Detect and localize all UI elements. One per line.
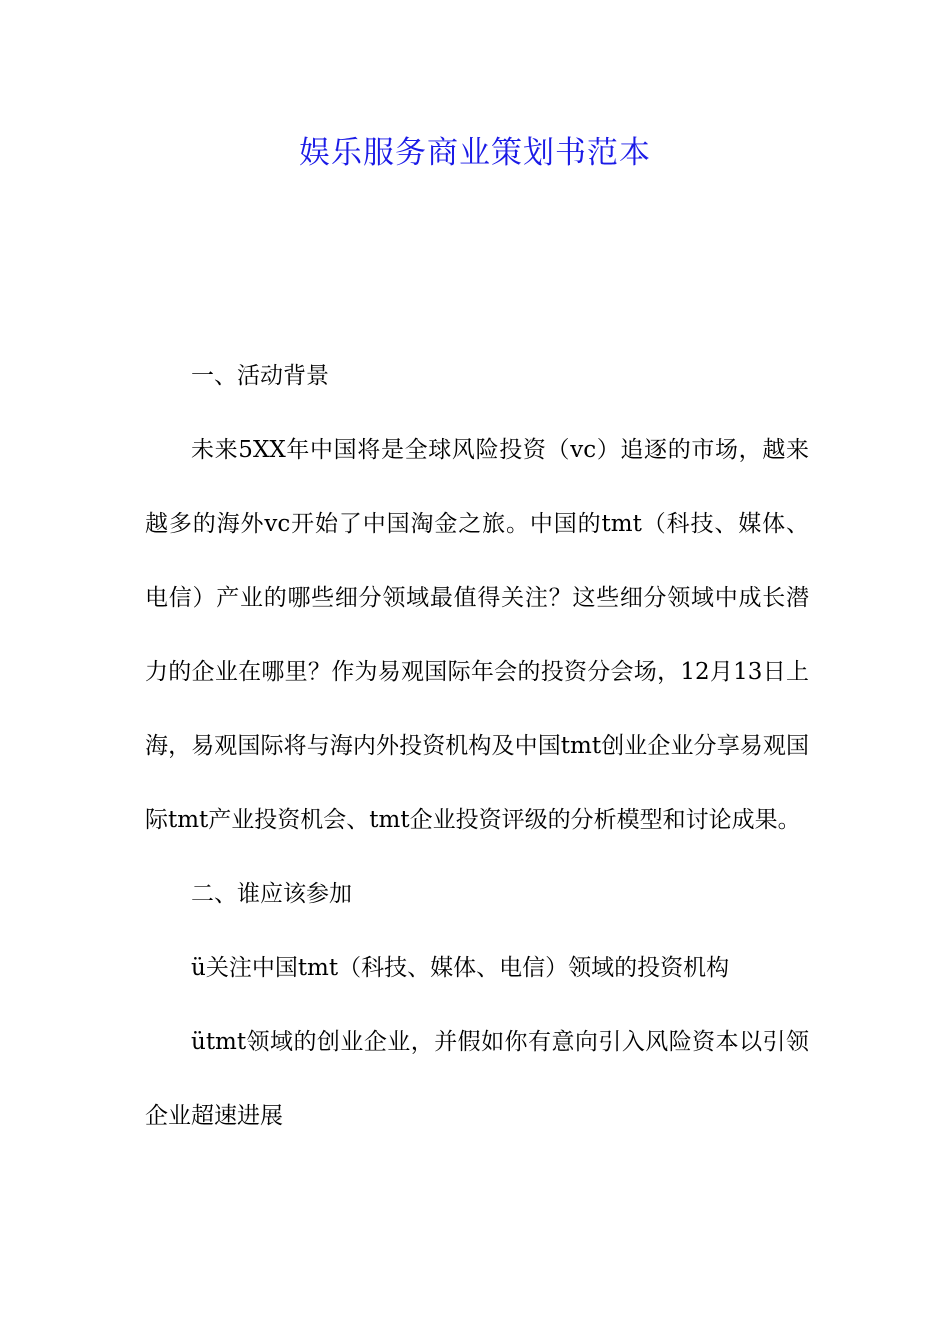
document-title: 娱乐服务商业策划书范本 <box>299 135 651 171</box>
document-body <box>145 339 809 1153</box>
section-heading-participants: 二、谁应该参加 <box>191 881 352 907</box>
background-paragraph: 未来5XX年中国将是全球风险投资（vc）追逐的市场，越来越多的海外vc开始了中国淘金之旅。中国的tmt（科技、媒体、电信）产业的哪些细分领域最值得关注？这些细分领域中成长潜力的企业在哪里？作为易观国际年会的投资分会场，12月13日上海，易观国际将与海内外投资机构及中国tmt创业企业分享易观国际tmt产业投资机会、tmt企业投资评级的分析模型和讨论成果。 <box>145 437 809 833</box>
participant-item-startups: ütmt领域的创业企业，并假如你有意向引入风险资本以引领企业超速进展 <box>145 1029 809 1129</box>
section-heading-background: 一、活动背景 <box>191 363 329 389</box>
participant-item-investors: ü关注中国tmt（科技、媒体、电信）领域的投资机构 <box>191 955 730 981</box>
